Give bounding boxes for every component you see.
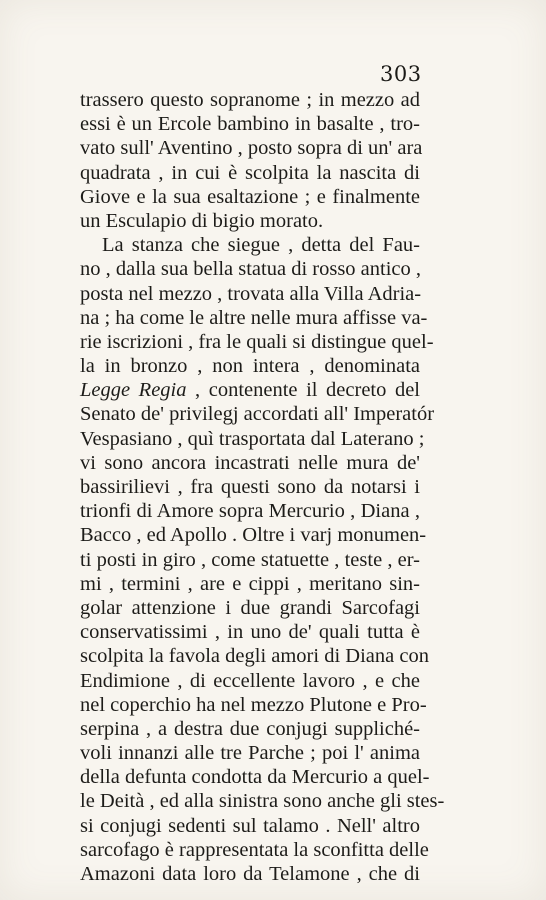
text-line: trassero questo sopranome ; in mezzo ad xyxy=(80,89,420,111)
text-line: Bacco , ed Apollo . Oltre i varj monumen- xyxy=(80,524,427,547)
text-line: essi è un Ercole bambino in basalte , tro- xyxy=(80,113,420,136)
text-line: mi , termini , are e cippi , meritano sin- xyxy=(80,572,420,595)
text-line: na ; ha come le altre nelle mura affisse va- xyxy=(80,306,428,329)
body-text xyxy=(80,88,445,886)
text-line: bassirilievi , fra questi sono da notarsi i xyxy=(80,476,420,498)
text-line: no , dalla sua bella statua di rosso antico , xyxy=(80,258,422,281)
text-line: Legge Regia , contenente il decreto del xyxy=(80,379,420,402)
text-line: trionfi di Amore sopra Mercurio , Diana , xyxy=(80,500,420,523)
text-line: golar attenzione i due grandi Sarcofagi xyxy=(80,596,420,619)
text-line: scolpita la favola degli amori di Diana con xyxy=(80,645,429,668)
text-line: vato sull' Aventino , posto sopra di un' ara xyxy=(80,137,423,160)
italic-term: Legge Regia xyxy=(80,379,187,402)
page-number: 303 xyxy=(380,62,422,86)
text-line: quadrata , in cui è scolpita la nascita di xyxy=(80,161,420,184)
text-line: La stanza che siegue , detta del Fau- xyxy=(102,234,420,257)
text-line: la in bronzo , non intera , denominata xyxy=(80,355,420,378)
text-line: sarcofago è rappresentata la sconfitta delle xyxy=(80,838,429,861)
text-line: rie iscrizioni , fra le quali si distingue quel- xyxy=(80,330,434,353)
text-line: nel coperchio ha nel mezzo Plutone e Pro- xyxy=(80,693,427,716)
text-line: Endimione , di eccellente lavoro , e che xyxy=(80,669,420,692)
text-line: conservatissimi , in uno de' quali tutta è xyxy=(80,621,420,644)
text-line: della defunta condotta da Mercurio a quel- xyxy=(80,766,430,789)
text-line: Amazoni data loro da Telamone , che di xyxy=(80,863,420,885)
text-line: ti posti in giro , come statuette , teste , er- xyxy=(80,548,420,571)
text-line: si conjugi sedenti sul talamo . Nell' altro xyxy=(80,814,420,837)
text-line: Senato de' privilegj accordati all' Imperatór xyxy=(80,403,435,426)
text-line: posta nel mezzo , trovata alla Villa Adria- xyxy=(80,282,422,305)
text-line: vi sono ancora incastrati nelle mura de' xyxy=(80,451,420,474)
text-line: le Deità , ed alla sinistra sono anche gli stes- xyxy=(80,790,445,813)
text-line: un Esculapio di bigio morato. xyxy=(80,209,324,232)
text-line: Giove e la sua esaltazione ; e finalmente xyxy=(80,185,420,208)
text-line: serpina , a destra due conjugi suppliché- xyxy=(80,717,420,740)
text-line: Vespasiano , quì trasportata dal Laterano ; xyxy=(80,427,425,450)
text-line: voli innanzi alle tre Parche ; poi l' anima xyxy=(80,742,420,765)
